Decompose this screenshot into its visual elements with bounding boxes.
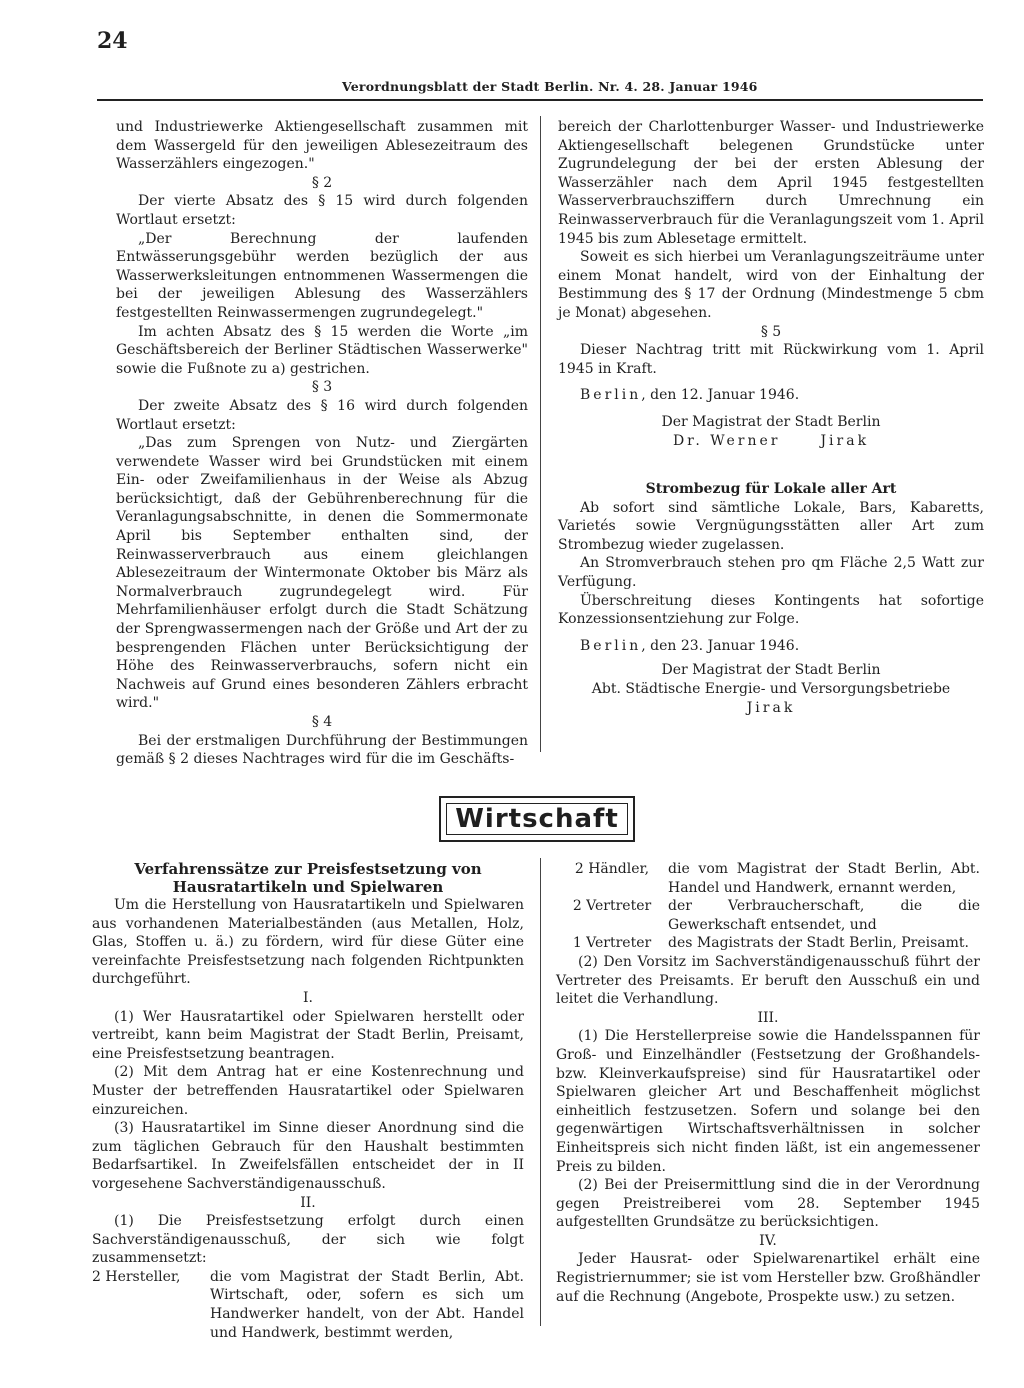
committee-member — [556, 934, 980, 953]
bottom-right-column — [556, 860, 980, 1306]
date-line — [558, 637, 984, 656]
committee-member-list — [556, 860, 980, 953]
signature-authority: Der Magistrat der Stadt Berlin — [661, 413, 881, 430]
column-divider-top — [540, 116, 541, 752]
paragraph: Jeder Hausrat- oder Spielwarenartikel erhält eine Registriernummer; sie ist vom Hersteller bzw. Großhändler auf die Rechnung (Angebote, Prospekte usw.) zu setzen. — [556, 1251, 980, 1305]
signature-department: Abt. Städtische Energie- und Versorgungsbetriebe — [591, 681, 951, 698]
section-heading: § 5 — [760, 323, 782, 340]
roman-heading: IV. — [759, 1232, 777, 1249]
article-title: Strombezug für Lokale aller Art — [645, 481, 897, 498]
paragraph: An Stromverbrauch stehen pro qm Fläche 2,5 Watt zur Verfügung. — [558, 555, 984, 591]
top-left-column — [116, 118, 528, 769]
top-right-column — [558, 118, 984, 717]
running-head: Verordnungsblatt der Stadt Berlin. Nr. 4. 28. Januar 1946 — [342, 79, 758, 94]
paragraph: (1) Wer Hausratartikel oder Spielwaren herstellt oder vertreibt, kann beim Magistrat der Stadt Berlin, Preisamt, eine Preisfestsetzung beantragen. — [92, 1008, 524, 1062]
signature-authority: Der Magistrat der Stadt Berlin — [661, 662, 881, 679]
date-city: Berlin — [580, 637, 642, 654]
paragraph: Der vierte Absatz des § 15 wird durch folgenden Wortlaut ersetzt: — [116, 193, 528, 228]
quote-paragraph: „Das zum Sprengen von Nutz- und Ziergärten verwendete Wasser wird bei Grundstücken mit einem Ein- oder Zweifamilienhaus in der Weise als Abzug berücksichtigt, daß der Gebührenberechnung für die Veranlagungsabschnitte, in denen die Sommermonate April bis September enthalten sind, der Reinwasserverbrauch aus einem gleichlangen Ablesezeitraum der Wintermonate Oktober bis März als Normalverbrauch zugrundegelegt wird. Für Mehrfamilienhäuser erfolgt durch die Stadt Schätzung der Sprengwassermengen nach der Größe und Art der zu besprengenden Flächen unter Berücksichtigung der Höhe des Reinwasserverbrauchs, sofern nicht ein Nachweis auf Grund eines besonderen Zählers erbracht wird." — [116, 435, 528, 712]
paragraph: Im achten Absatz des § 15 werden die Worte „im Geschäftsbereich der Berliner Städtischen Wasserwerke" sowie die Fußnote zu a) gestrichen. — [116, 323, 528, 377]
signature-names — [558, 432, 984, 451]
bottom-left-column — [92, 860, 524, 1342]
section-heading: § 3 — [311, 379, 333, 396]
paragraph: bereich der Charlottenburger Wasser- und Industriewerke Aktiengesellschaft belegenen Grundstücke unter Zugrundelegung der bei der ersten Ablesung der Wasserzähler nach dem April 1945 festgestellten Wasserverbrauchsziffern durch Umrechnung ein Reinwasserverbrauch für die Veranlagungszeit vom 1. April 1945 bis zum Ablesetage ermittelt. — [558, 119, 984, 247]
roman-heading: II. — [300, 1194, 316, 1211]
roman-heading: III. — [757, 1009, 779, 1026]
column-divider-bottom — [540, 858, 541, 1326]
paragraph: (2) Bei der Preisermittlung sind die in der Verordnung gegen Preistreiberei vom 28. September 1945 aufgestellten Grundsätze zu berücksichtigen. — [556, 1177, 980, 1231]
section-label: Wirtschaft — [446, 803, 628, 835]
signature-name: Jirak — [746, 699, 796, 716]
signature-name: Dr. Werner — [672, 432, 781, 449]
date-rest: , den 12. Januar 1946. — [641, 387, 800, 404]
committee-member — [556, 897, 980, 934]
paragraph: Bei der erstmaligen Durchführung der Bestimmungen gemäß § 2 dieses Nachtrages wird für die im Geschäfts- — [116, 732, 528, 768]
paragraph: (1) Die Preisfestsetzung erfolgt durch einen Sachverständigenausschuß, der sich wie folgt zusammensetzt: — [92, 1213, 524, 1267]
member-count: 2 Händler, — [574, 861, 650, 877]
member-count: 2 Vertreter — [572, 898, 652, 915]
date-city: Berlin — [580, 387, 642, 404]
date-line — [558, 386, 984, 405]
paragraph: Soweit es sich hierbei um Veranlagungszeiträume unter einem Monat handelt, wird von der Einhaltung der Bestimmung des § 17 der Ordnung (Mindestmenge 5 cbm je Monat) abgesehen. — [558, 249, 984, 321]
member-description: die vom Magistrat der Stadt Berlin, Abt. Wirtschaft, oder, sofern es sich um Handwerker handelt, von der Abt. Handel und Handwerk, bestimmt werden, — [210, 1268, 524, 1341]
paragraph: (2) Mit dem Antrag hat er eine Kostenrechnung und Muster der betreffenden Hausratartikel oder Spielwaren einzureichen. — [92, 1064, 524, 1118]
paragraph: Dieser Nachtrag tritt mit Rückwirkung vom 1. April 1945 in Kraft. — [558, 342, 984, 377]
page-number: 24 — [97, 28, 128, 54]
member-count: 1 Vertreter — [572, 935, 652, 952]
committee-member — [556, 860, 980, 897]
paragraph: (3) Hausratartikel im Sinne dieser Anordnung sind die zum täglichen Gebrauch für den Haushalt bestimmten Bedarfsartikel. In Zweifelsfällen entscheidet der in II vorgesehene Sachverständigenausschuß. — [92, 1120, 524, 1192]
committee-member — [92, 1268, 524, 1342]
section-heading: § 4 — [311, 714, 333, 730]
paragraph: Um die Herstellung von Hausratartikeln und Spielwaren aus vorhandenen Materialbeständen (aus Metallen, Holz, Glas, Stoffen u. ä.) zu fördern, wird für diese Güter eine vereinfachte Preisfestsetzung nach folgenden Richtpunkten durchgeführt. — [92, 897, 524, 988]
member-description: des Magistrats der Stadt Berlin, Preisamt. — [668, 935, 969, 952]
quote-paragraph: „Der Berechnung der laufenden Entwässerungsgebühr werden bezüglich der aus Wasserwerksleitungen entnommenen Wassermengen die bei der jeweiligen Ablesung des Wasserzählers festgestellten Reinwassermengen zugrundegelegt." — [116, 230, 528, 321]
paragraph: Der zweite Absatz des § 16 wird durch folgenden Wortlaut ersetzt: — [116, 397, 528, 433]
section-label-box — [439, 796, 635, 842]
member-description: die vom Magistrat der Stadt Berlin, Abt. Handel und Handwerk, ernannt werden, — [668, 861, 980, 896]
signature-name: Jirak — [820, 432, 870, 449]
paragraph: und Industriewerke Aktiengesellschaft zusammen mit dem Wassergeld für den jeweiligen Ablesezeitraum des Wasserzählers eingezogen." — [116, 119, 528, 173]
paragraph: Überschreitung dieses Kontingents hat sofortige Konzessionsentziehung zur Folge. — [558, 592, 984, 628]
member-description: der Verbraucherschaft, die die Gewerkschaft entsendet, und — [668, 898, 980, 933]
article-title: Verfahrenssätze zur Preisfestsetzung von Hausratartikeln und Spielwaren — [134, 860, 482, 896]
paragraph: (1) Die Herstellerpreise sowie die Handelsspannen für Groß- und Einzelhändler (Festsetzung der Großhandels- bzw. Kleinverkaufspreise) sind für Hausratartikel oder Spielwaren gleicher Art und Beschaffenheit möglichst einheitlich festzusetzen. Sofern und solange bei den gegenwärtigen Wirtschaftsverhältnissen in solcher Einheitspreis sich nicht finden läßt, ist ein angemessener Preis zu bilden. — [556, 1028, 980, 1175]
header-rule — [97, 99, 983, 101]
section-heading: § 2 — [311, 174, 333, 191]
committee-member-list — [92, 1268, 524, 1342]
paragraph: (2) Den Vorsitz im Sachverständigenausschuß führt der Vertreter des Preisamts. Er beruft den Ausschuß ein und leitet die Verhandlung. — [556, 953, 980, 1008]
member-count: 2 Hersteller, — [92, 1268, 181, 1285]
date-rest: , den 23. Januar 1946. — [641, 637, 800, 654]
roman-heading: I. — [303, 989, 313, 1006]
paragraph: Ab sofort sind sämtliche Lokale, Bars, Kabaretts, Varietés sowie Vergnügungsstätten aller Art zum Strombezug wieder zugelassen. — [558, 499, 984, 553]
